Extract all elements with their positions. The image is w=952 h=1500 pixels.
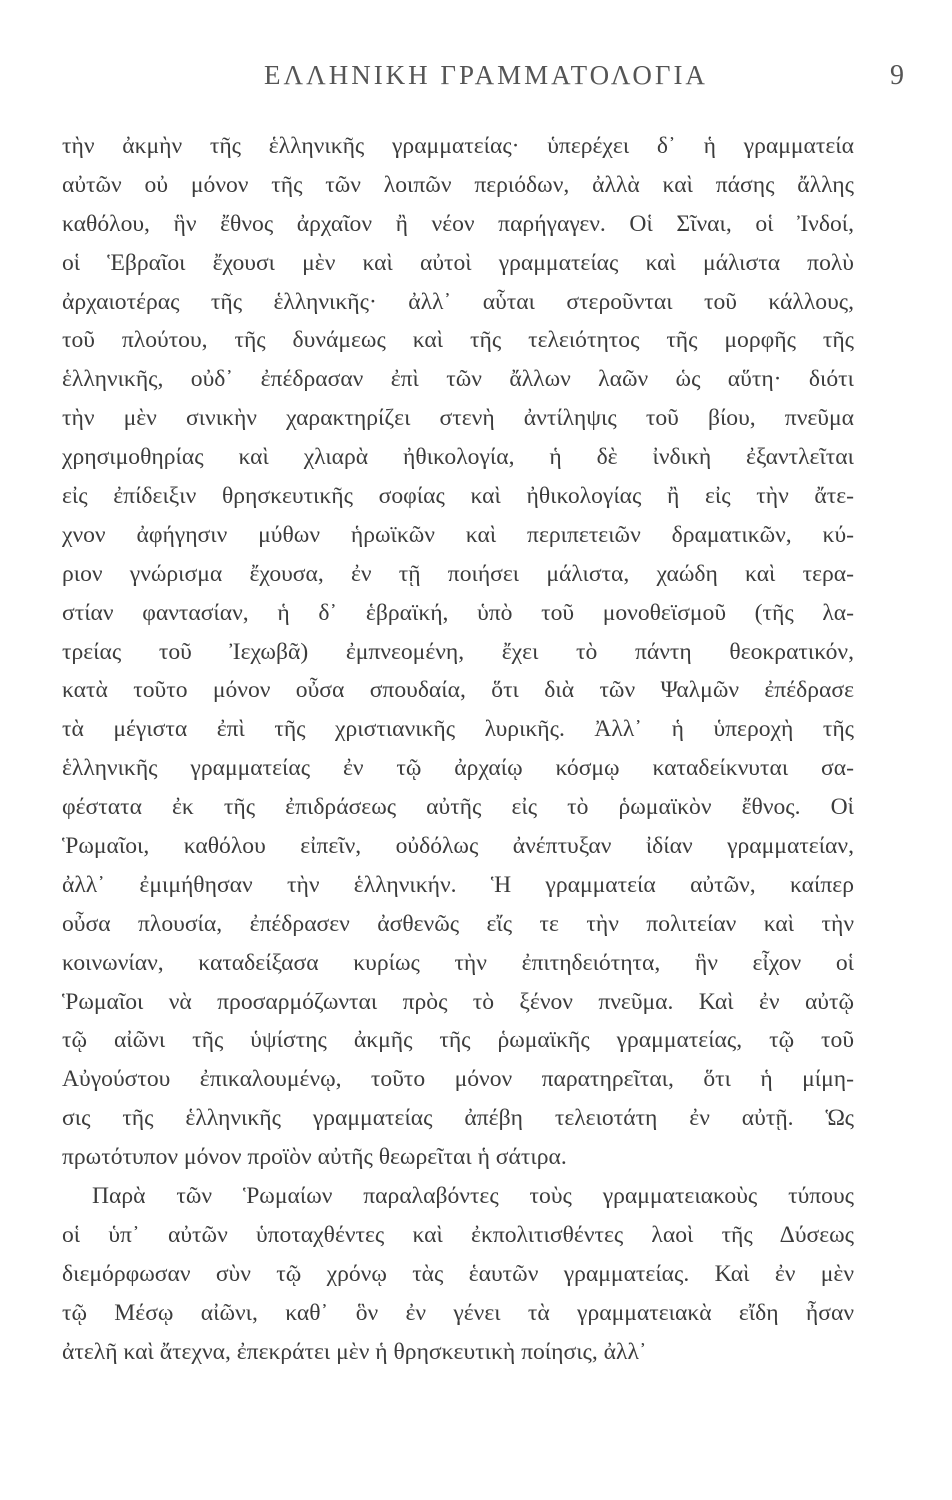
- body-text: [62, 127, 854, 1372]
- text-line: ἑλληνικῆς γραμματείας ἐν τῷ ἀρχαίῳ κόσμῳ καταδείκνυται σα-: [62, 755, 854, 782]
- text-line: φέστατα ἐκ τῆς ἐπιδράσεως αὐτῆς εἰς τὸ ῥωμαϊκὸν ἔθνος. Οἱ: [62, 794, 854, 821]
- running-head: [60, 60, 912, 94]
- text-line: Ῥωμαῖοι, καθόλου εἰπεῖν, οὐδόλως ἀνέπτυξαν ἰδίαν γραμματείαν,: [62, 833, 854, 860]
- text-line: αὐτῶν οὐ μόνον τῆς τῶν λοιπῶν περιόδων, ἀλλὰ καὶ πάσης ἄλλης: [62, 171, 854, 198]
- text-line: Παρὰ τῶν Ῥωμαίων παραλαβόντες τοὺς γραμματειακοὺς τύπους: [92, 1183, 854, 1210]
- text-line: ἀρχαιοτέρας τῆς ἑλληνικῆς· ἀλλ᾽ αὗται στεροῦνται τοῦ κάλλους,: [62, 288, 854, 315]
- text-line: κοινωνίαν, καταδείξασα κυρίως τὴν ἐπιτηδειότητα, ἣν εἶχον οἱ: [62, 949, 854, 976]
- text-line: χνον ἀφήγησιν μύθων ἡρωϊκῶν καὶ περιπετειῶν δραματικῶν, κύ-: [62, 521, 854, 548]
- text-line: τῷ αἰῶνι τῆς ὑψίστης ἀκμῆς τῆς ῥωμαϊκῆς γραμματείας, τῷ τοῦ: [62, 1027, 854, 1054]
- text-line: Ῥωμαῖοι νὰ προσαρμόζωνται πρὸς τὸ ξένον πνεῦμα. Καὶ ἐν αὐτῷ: [62, 988, 854, 1015]
- text-line: ἀλλ᾽ ἐμιμήθησαν τὴν ἑλληνικήν. Ἡ γραμματεία αὐτῶν, καίπερ: [62, 871, 854, 898]
- text-line: ἑλληνικῆς, οὐδ᾽ ἐπέδρασαν ἐπὶ τῶν ἄλλων λαῶν ὡς αὕτη· διότι: [62, 366, 854, 393]
- text-line: οὖσα πλουσία, ἐπέδρασεν ἀσθενῶς εἴς τε τὴν πολιτείαν καὶ τὴν: [62, 910, 854, 937]
- text-line: τὴν ἀκμὴν τῆς ἑλληνικῆς γραμματείας· ὑπερέχει δ᾽ ἡ γραμματεία: [62, 133, 854, 159]
- text-line: καθόλου, ἣν ἔθνος ἀρχαῖον ἢ νέον παρήγαγεν. Οἱ Σῖναι, οἱ Ἰνδοί,: [62, 210, 854, 237]
- text-line: Αὐγούστου ἐπικαλουμένῳ, τοῦτο μόνον παρατηρεῖται, ὅτι ἡ μίμη-: [62, 1066, 854, 1093]
- running-title: ΕΛΛΗΝΙΚΗ ΓΡΑΜΜΑΤΟΛΟΓΙΑ: [264, 60, 708, 90]
- text-line: χρησιμοθηρίας καὶ χλιαρὰ ἠθικολογία, ἡ δὲ ἰνδικὴ ἐξαντλεῖται: [62, 444, 854, 471]
- text-line: σις τῆς ἑλληνικῆς γραμματείας ἀπέβη τελειοτάτη ἐν αὐτῇ. Ὡς: [62, 1105, 854, 1132]
- text-line: κατὰ τοῦτο μόνον οὖσα σπουδαία, ὅτι διὰ τῶν Ψαλμῶν ἐπέδρασε: [62, 677, 854, 704]
- text-line: ἀτελῆ καὶ ἄτεχνα, ἐπεκράτει μὲν ἡ θρησκευτικὴ ποίησις, ἀλλ᾽: [62, 1338, 647, 1365]
- text-line: τῷ Μέσῳ αἰῶνι, καθ᾽ ὃν ἐν γένει τὰ γραμματειακὰ εἴδη ἦσαν: [62, 1299, 854, 1326]
- text-line: εἰς ἐπίδειξιν θρησκευτικῆς σοφίας καὶ ἠθικολογίας ἢ εἰς τὴν ἄτε-: [62, 483, 854, 510]
- text-line: τὴν μὲν σινικὴν χαρακτηρίζει στενὴ ἀντίληψις τοῦ βίου, πνεῦμα: [62, 405, 854, 432]
- text-line: οἱ ὑπ᾽ αὐτῶν ὑποταχθέντες καὶ ἐκπολιτισθέντες λαοὶ τῆς Δύσεως: [62, 1221, 854, 1248]
- text-line: στίαν φαντασίαν, ἡ δ᾽ ἑβραϊκή, ὑπὸ τοῦ μονοθεϊσμοῦ (τῆς λα-: [62, 599, 854, 626]
- text-line: πρωτότυπον μόνον προϊὸν αὐτῆς θεωρεῖται ἡ σάτιρα.: [62, 1144, 567, 1171]
- page-number: 9: [890, 60, 904, 91]
- text-line: τρείας τοῦ Ἰεχωβᾶ) ἐμπνεομένη, ἔχει τὸ πάντη θεοκρατικόν,: [62, 638, 854, 665]
- text-line: διεμόρφωσαν σὺν τῷ χρόνῳ τὰς ἑαυτῶν γραμματείας. Καὶ ἐν μὲν: [62, 1260, 854, 1287]
- text-line: ριον γνώρισμα ἔχουσα, ἐν τῇ ποιήσει μάλιστα, χαώδη καὶ τερα-: [62, 560, 854, 587]
- text-line: οἱ Ἑβραῖοι ἔχουσι μὲν καὶ αὐτοὶ γραμματείας καὶ μάλιστα πολὺ: [62, 249, 854, 276]
- text-line: τὰ μέγιστα ἐπὶ τῆς χριστιανικῆς λυρικῆς. Ἀλλ᾽ ἡ ὑπεροχὴ τῆς: [62, 716, 854, 743]
- text-line: τοῦ πλούτου, τῆς δυνάμεως καὶ τῆς τελειότητος τῆς μορφῆς τῆς: [62, 327, 854, 354]
